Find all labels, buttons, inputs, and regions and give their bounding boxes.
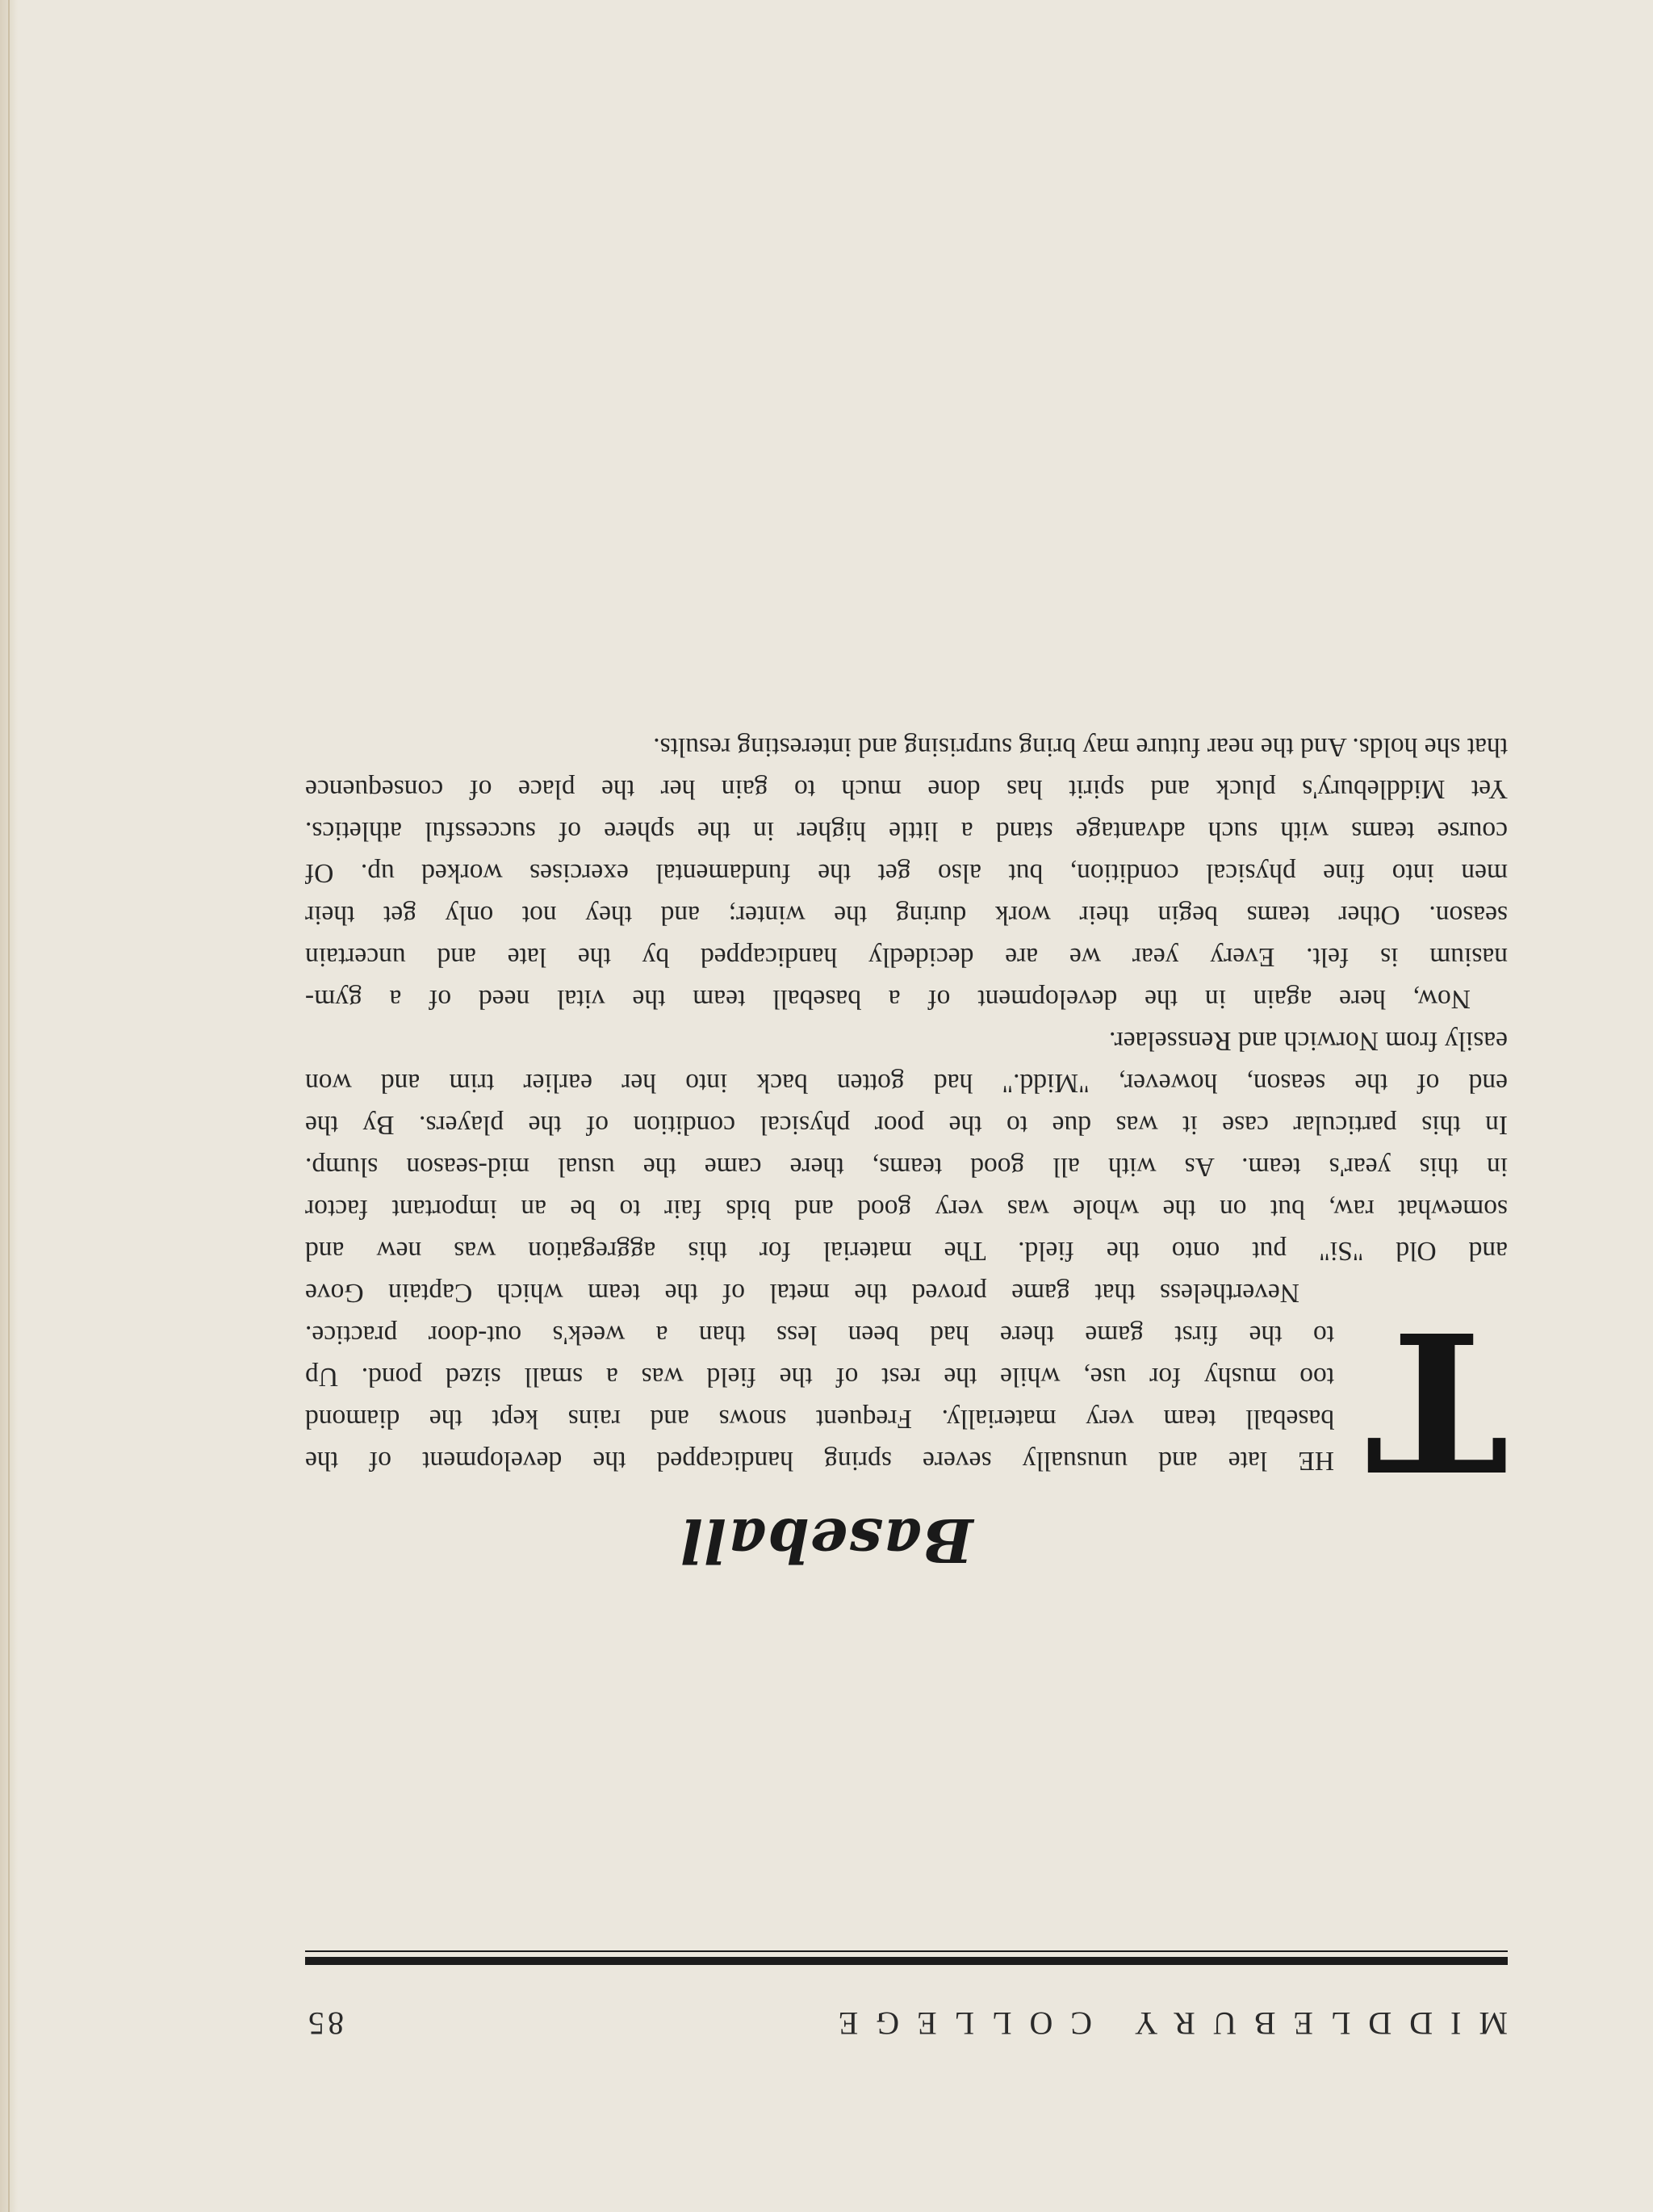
- section-title: Baseball: [680, 1505, 973, 1574]
- body-line: in this year's team. As with all good teams, there came the usual mid-season slump.: [305, 1152, 1508, 1182]
- running-head-title: MIDDLEBURY COLLEGE: [820, 2005, 1508, 2042]
- body-line: Now, here again in the development of a baseball team the vital need of a gym-: [305, 984, 1471, 1014]
- body-line: course teams with such advantage stand a little higher in the sphere of successful athletics.: [305, 816, 1508, 846]
- body-line: baseball team very materially. Frequent snows and rains kept the diamond: [305, 1404, 1334, 1434]
- body-line: HE late and unusually severe spring handicapped the development of the: [305, 1446, 1334, 1476]
- body-line: easily from Norwich and Rensselaer.: [1109, 1026, 1508, 1056]
- body-line: nasium is felt. Every year we are decidedly handicapped by the late and uncertain: [305, 942, 1508, 972]
- body-line: In this particular case it was due to the poor physical condition of the players. By the: [305, 1110, 1508, 1140]
- body-line: Nevertheless that game proved the metal of the team which Captain Gove: [305, 1278, 1299, 1308]
- body-line: end of the season, however, "Midd." had gotten back into her earlier trim and won: [305, 1068, 1508, 1098]
- body-line: somewhat raw, but on the whole was very good and bids fair to be an important factor: [305, 1194, 1508, 1224]
- header-rule-thick: [305, 1957, 1508, 1965]
- page-number: 85: [305, 2005, 344, 2042]
- body-line: and Old "Si" put onto the field. The material for this aggregation was new and: [305, 1236, 1508, 1266]
- body-line: too mushy for use, while the rest of the field was a small sized pond. Up: [305, 1362, 1334, 1392]
- header-rule-thin: [305, 1950, 1508, 1952]
- drop-cap: T: [1366, 1288, 1508, 1513]
- body-line: men into fine physical condition, but also get the fundamental exercises worked up. Of: [305, 858, 1508, 888]
- body-line: that she holds. And the near future may bring surprising and interesting results.: [653, 732, 1508, 762]
- body-line: to the first game there had been less than a week's out-door practice.: [305, 1320, 1334, 1350]
- body-line: season. Other teams begin their work during the winter; and they not only get their: [305, 900, 1508, 930]
- running-head: [305, 1994, 1508, 2042]
- body-line: Yet Middlebury's pluck and spirit has done much to gain her the place of consequence: [305, 774, 1508, 804]
